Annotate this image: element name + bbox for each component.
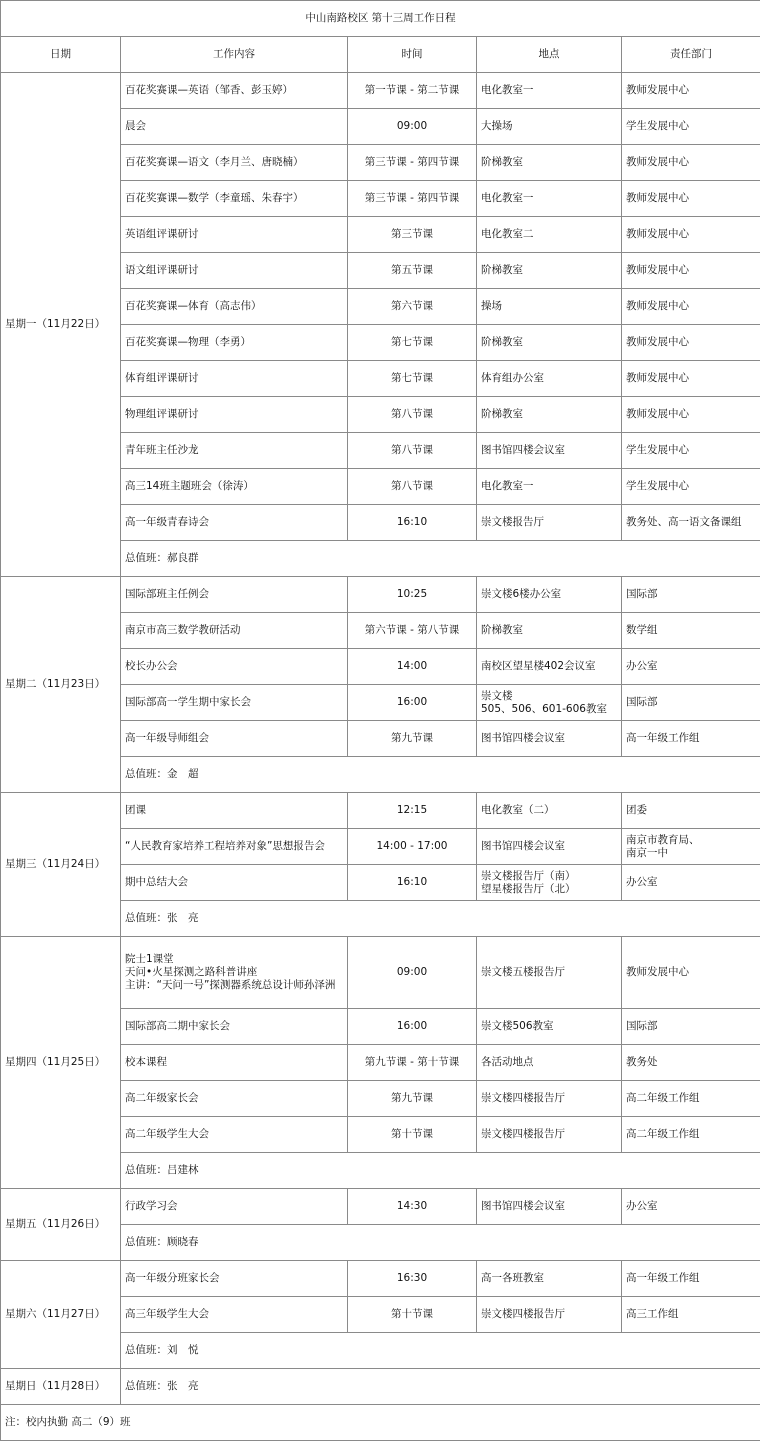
duty-officer: 总值班：张 亮 xyxy=(121,901,760,937)
event-dept: 国际部 xyxy=(622,1009,760,1045)
table-row xyxy=(1,577,760,613)
header-dept: 责任部门 xyxy=(622,37,760,73)
event-dept: 南京市教育局、 南京一中 xyxy=(622,829,760,865)
event-place: 图书馆四楼会议室 xyxy=(477,1189,622,1225)
event-time: 14:00 - 17:00 xyxy=(348,829,477,865)
event-content: 晨会 xyxy=(121,109,348,145)
event-dept: 教师发展中心 xyxy=(622,253,760,289)
event-place: 图书馆四楼会议室 xyxy=(477,829,622,865)
event-time: 第七节课 xyxy=(348,325,477,361)
header-content: 工作内容 xyxy=(121,37,348,73)
event-time: 第三节课 - 第四节课 xyxy=(348,181,477,217)
table-row xyxy=(1,937,760,1009)
event-dept: 教师发展中心 xyxy=(622,289,760,325)
header-place: 地点 xyxy=(477,37,622,73)
event-content: 行政学习会 xyxy=(121,1189,348,1225)
event-content: 高一年级导师组会 xyxy=(121,721,348,757)
event-content: 百花奖赛课—数学（李童瑶、朱春宇） xyxy=(121,181,348,217)
event-dept: 高一年级工作组 xyxy=(622,721,760,757)
event-dept: 高一年级工作组 xyxy=(622,1261,760,1297)
event-time: 第八节课 xyxy=(348,469,477,505)
event-place: 图书馆四楼会议室 xyxy=(477,433,622,469)
event-content: 百花奖赛课—英语（邹香、彭玉婷） xyxy=(121,73,348,109)
event-time: 第九节课 - 第十节课 xyxy=(348,1045,477,1081)
event-dept: 国际部 xyxy=(622,685,760,721)
event-time: 第九节课 xyxy=(348,1081,477,1117)
event-place: 各活动地点 xyxy=(477,1045,622,1081)
event-content: 国际部班主任例会 xyxy=(121,577,348,613)
day-label: 星期日（11月28日） xyxy=(1,1369,121,1405)
event-content: 南京市高三数学教研活动 xyxy=(121,613,348,649)
event-dept: 教师发展中心 xyxy=(622,217,760,253)
header-date: 日期 xyxy=(1,37,121,73)
event-dept: 教师发展中心 xyxy=(622,361,760,397)
event-dept: 教务处、高一语文备课组 xyxy=(622,505,760,541)
event-dept: 数学组 xyxy=(622,613,760,649)
event-place: 崇文楼506教室 xyxy=(477,1009,622,1045)
event-dept: 教师发展中心 xyxy=(622,145,760,181)
event-place: 电化教室二 xyxy=(477,217,622,253)
event-content: 高三14班主题班会（徐涛） xyxy=(121,469,348,505)
header-row xyxy=(1,37,760,73)
duty-officer: 总值班：金 超 xyxy=(121,757,760,793)
event-place: 阶梯教室 xyxy=(477,253,622,289)
event-content: 团课 xyxy=(121,793,348,829)
day-label: 星期二（11月23日） xyxy=(1,577,121,793)
duty-row xyxy=(1,1369,760,1405)
event-place: 电化教室（二） xyxy=(477,793,622,829)
event-place: 阶梯教室 xyxy=(477,145,622,181)
event-dept: 教师发展中心 xyxy=(622,397,760,433)
event-time: 10:25 xyxy=(348,577,477,613)
event-dept: 教务处 xyxy=(622,1045,760,1081)
duty-officer: 总值班：郝良群 xyxy=(121,541,760,577)
event-place: 崇文楼6楼办公室 xyxy=(477,577,622,613)
event-time: 14:00 xyxy=(348,649,477,685)
event-place: 崇文楼报告厅（南） 望星楼报告厅（北） xyxy=(477,865,622,901)
event-content: 青年班主任沙龙 xyxy=(121,433,348,469)
duty-officer: 总值班：张 亮 xyxy=(121,1369,760,1405)
event-dept: 教师发展中心 xyxy=(622,181,760,217)
event-time: 第一节课 - 第二节课 xyxy=(348,73,477,109)
event-time: 09:00 xyxy=(348,937,477,1009)
event-place: 电化教室一 xyxy=(477,469,622,505)
event-content: 国际部高一学生期中家长会 xyxy=(121,685,348,721)
event-place: 电化教室一 xyxy=(477,181,622,217)
event-place: 阶梯教室 xyxy=(477,397,622,433)
event-content: 高二年级学生大会 xyxy=(121,1117,348,1153)
event-dept: 高二年级工作组 xyxy=(622,1117,760,1153)
event-time: 16:10 xyxy=(348,865,477,901)
event-time: 14:30 xyxy=(348,1189,477,1225)
event-content: 百花奖赛课—语文（李月兰、唐晓楠） xyxy=(121,145,348,181)
event-place: 崇文楼报告厅 xyxy=(477,505,622,541)
event-place: 操场 xyxy=(477,289,622,325)
event-time: 第六节课 - 第八节课 xyxy=(348,613,477,649)
event-dept: 办公室 xyxy=(622,1189,760,1225)
event-place: 崇文楼 505、506、601-606教室 xyxy=(477,685,622,721)
duty-officer: 总值班：吕建林 xyxy=(121,1153,760,1189)
event-place: 崇文楼五楼报告厅 xyxy=(477,937,622,1009)
event-place: 阶梯教室 xyxy=(477,613,622,649)
table-row xyxy=(1,1189,760,1225)
event-time: 16:00 xyxy=(348,1009,477,1045)
event-content: 百花奖赛课—物理（李勇） xyxy=(121,325,348,361)
event-place: 高一各班教室 xyxy=(477,1261,622,1297)
event-dept: 学生发展中心 xyxy=(622,109,760,145)
event-dept: 办公室 xyxy=(622,649,760,685)
event-time: 第六节课 xyxy=(348,289,477,325)
page-title: 中山南路校区 第十三周工作日程 xyxy=(1,1,760,37)
event-time: 第八节课 xyxy=(348,397,477,433)
event-dept: 国际部 xyxy=(622,577,760,613)
event-time: 第三节课 - 第四节课 xyxy=(348,145,477,181)
table-row xyxy=(1,1261,760,1297)
event-content: 高三年级学生大会 xyxy=(121,1297,348,1333)
event-content: 百花奖赛课—体育（高志伟） xyxy=(121,289,348,325)
event-dept: 学生发展中心 xyxy=(622,433,760,469)
event-place: 图书馆四楼会议室 xyxy=(477,721,622,757)
event-time: 16:30 xyxy=(348,1261,477,1297)
event-place: 南校区望星楼402会议室 xyxy=(477,649,622,685)
day-label: 星期五（11月26日） xyxy=(1,1189,121,1261)
event-time: 第九节课 xyxy=(348,721,477,757)
event-place: 崇文楼四楼报告厅 xyxy=(477,1297,622,1333)
event-content: “人民教育家培养工程培养对象”思想报告会 xyxy=(121,829,348,865)
event-place: 崇文楼四楼报告厅 xyxy=(477,1117,622,1153)
event-dept: 学生发展中心 xyxy=(622,469,760,505)
event-place: 大操场 xyxy=(477,109,622,145)
event-dept: 高三工作组 xyxy=(622,1297,760,1333)
footer-row xyxy=(1,1405,760,1441)
day-label: 星期四（11月25日） xyxy=(1,937,121,1189)
event-time: 第十节课 xyxy=(348,1297,477,1333)
event-time: 09:00 xyxy=(348,109,477,145)
event-time: 16:00 xyxy=(348,685,477,721)
event-dept: 团委 xyxy=(622,793,760,829)
event-content: 校本课程 xyxy=(121,1045,348,1081)
table-row xyxy=(1,73,760,109)
duty-officer: 总值班：刘 悦 xyxy=(121,1333,760,1369)
event-content: 高一年级分班家长会 xyxy=(121,1261,348,1297)
event-content: 校长办公会 xyxy=(121,649,348,685)
event-place: 崇文楼四楼报告厅 xyxy=(477,1081,622,1117)
event-content: 英语组评课研讨 xyxy=(121,217,348,253)
event-content: 高二年级家长会 xyxy=(121,1081,348,1117)
event-time: 16:10 xyxy=(348,505,477,541)
event-time: 第五节课 xyxy=(348,253,477,289)
event-dept: 高二年级工作组 xyxy=(622,1081,760,1117)
footnote: 注：校内执勤 高二（9）班 xyxy=(1,1405,760,1441)
table-row xyxy=(1,793,760,829)
event-content: 期中总结大会 xyxy=(121,865,348,901)
day-label: 星期一（11月22日） xyxy=(1,73,121,577)
event-place: 体育组办公室 xyxy=(477,361,622,397)
event-content: 物理组评课研讨 xyxy=(121,397,348,433)
event-time: 12:15 xyxy=(348,793,477,829)
event-content: 体育组评课研讨 xyxy=(121,361,348,397)
event-content: 语文组评课研讨 xyxy=(121,253,348,289)
event-dept: 办公室 xyxy=(622,865,760,901)
duty-officer: 总值班：顾晓春 xyxy=(121,1225,760,1261)
event-time: 第七节课 xyxy=(348,361,477,397)
event-dept: 教师发展中心 xyxy=(622,73,760,109)
event-place: 电化教室一 xyxy=(477,73,622,109)
day-label: 星期六（11月27日） xyxy=(1,1261,121,1369)
event-time: 第八节课 xyxy=(348,433,477,469)
event-place: 阶梯教室 xyxy=(477,325,622,361)
event-dept: 教师发展中心 xyxy=(622,325,760,361)
event-content: 院士1课堂 天问•火星探测之路科普讲座 主讲：“天问一号”探测器系统总设计师孙泽洲 xyxy=(121,937,348,1009)
event-time: 第十节课 xyxy=(348,1117,477,1153)
event-dept: 教师发展中心 xyxy=(622,937,760,1009)
day-label: 星期三（11月24日） xyxy=(1,793,121,937)
event-time: 第三节课 xyxy=(348,217,477,253)
event-content: 高一年级青春诗会 xyxy=(121,505,348,541)
header-time: 时间 xyxy=(348,37,477,73)
event-content: 国际部高二期中家长会 xyxy=(121,1009,348,1045)
